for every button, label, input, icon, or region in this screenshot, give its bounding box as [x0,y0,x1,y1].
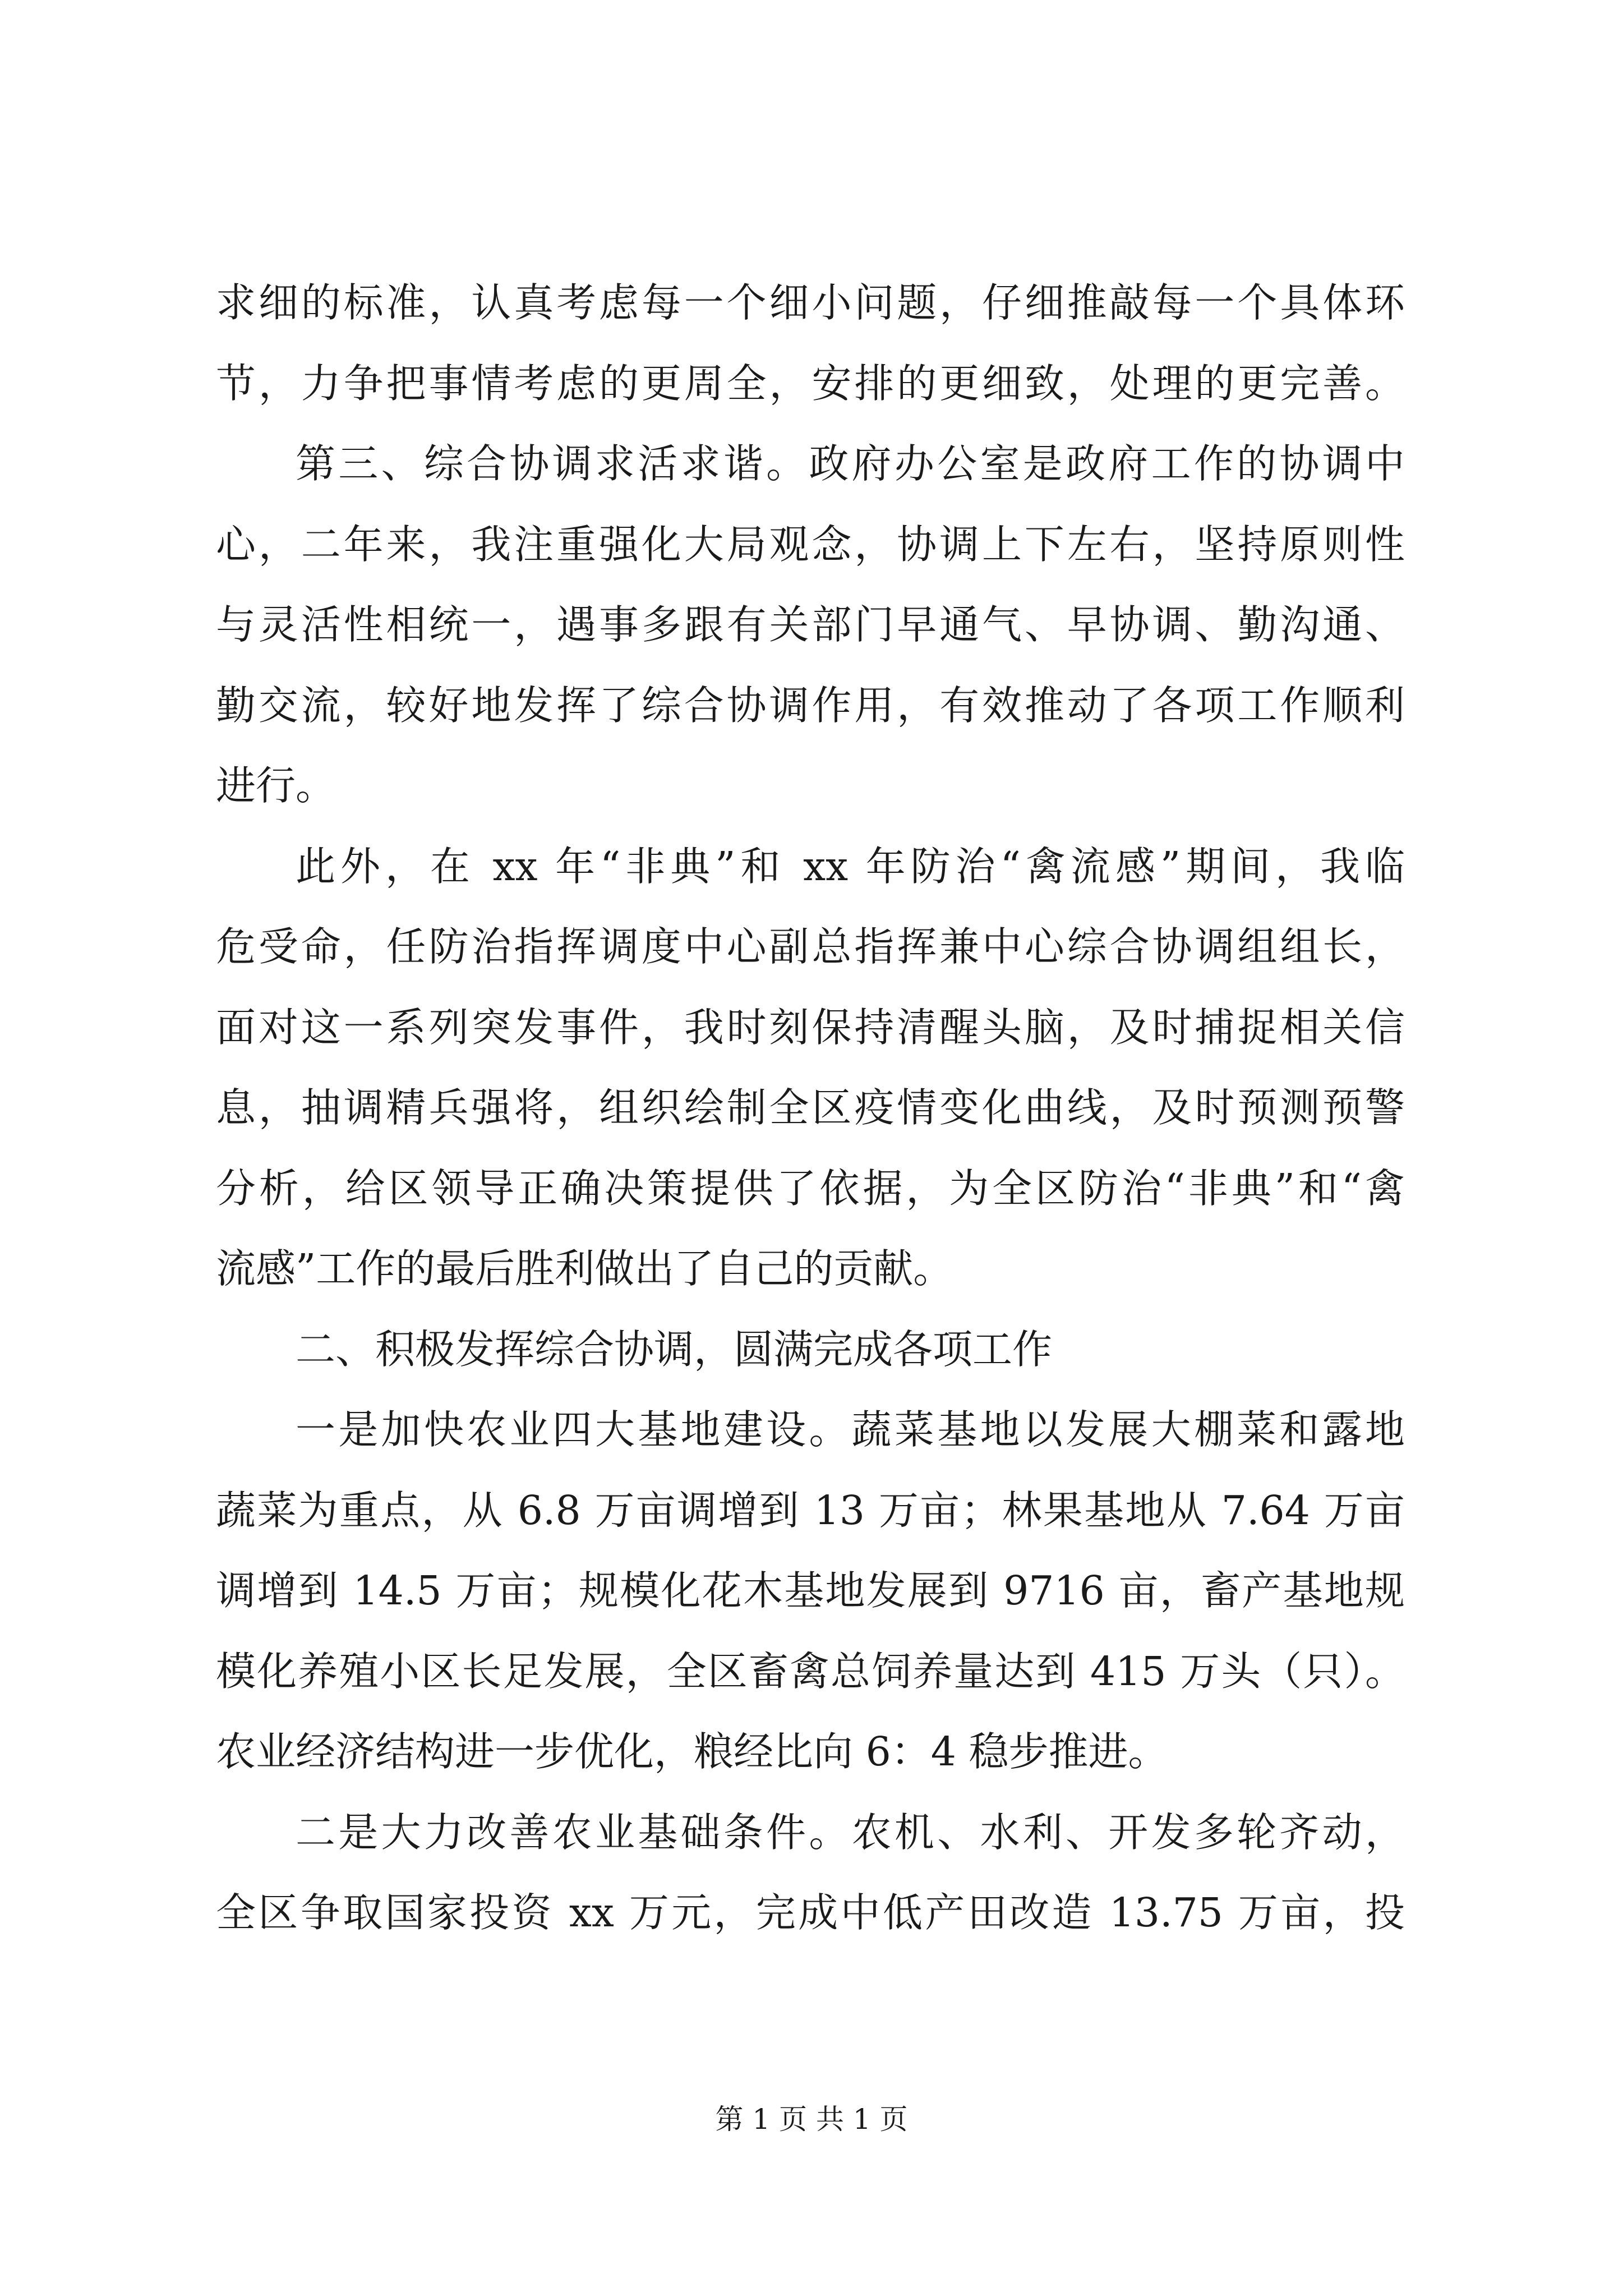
text-line: 面对这一系列突发事件，我时刻保持清醒头脑，及时捕捉相关信 [216,1004,1405,1051]
paragraph-start-line: 二是大力改善农业基础条件。农机、水利、开发多轮齐动， [296,1809,1405,1856]
paragraph-start-line: 一是加快农业四大基地建设。蔬菜基地以发展大棚菜和露地 [296,1406,1405,1453]
document-body [216,263,1405,1953]
text-line: 求细的标准，认真考虑每一个细小问题，仔细推敲每一个具体环 [216,279,1405,326]
paragraph-start-line: 此外，在 xx 年“非典”和 xx 年防治“禽流感”期间，我临 [296,843,1405,890]
text-line: 息，抽调精兵强将，组织绘制全区疫情变化曲线，及时预测预警 [216,1084,1405,1131]
text-line: 模化养殖小区长足发展，全区畜禽总饲养量达到 415 万头（只）。 [216,1648,1405,1695]
paragraph-end-line: 进行。 [216,762,336,809]
text-line: 心，二年来，我注重强化大局观念，协调上下左右，坚持原则性 [216,521,1405,568]
section-heading: 二、积极发挥综合协调，圆满完成各项工作 [296,1326,1053,1373]
text-line: 危受命，任防治指挥调度中心副总指挥兼中心综合协调组组长， [216,923,1405,970]
text-line: 全区争取国家投资 xx 万元，完成中低产田改造 13.75 万亩，投 [216,1889,1405,1936]
text-line: 与灵活性相统一，遇事多跟有关部门早通气、早协调、勤沟通、 [216,601,1405,648]
paragraph-start-line: 第三、综合协调求活求谐。政府办公室是政府工作的协调中 [296,440,1405,487]
text-line: 蔬菜为重点，从 6.8 万亩调增到 13 万亩；林果基地从 7.64 万亩 [216,1487,1405,1534]
text-line: 调增到 14.5 万亩；规模化花木基地发展到 9716 亩，畜产基地规 [216,1567,1405,1614]
text-line: 勤交流，较好地发挥了综合协调作用，有效推动了各项工作顺利 [216,682,1405,729]
paragraph-end-line: 农业经济结构进一步优化，粮经比向 6：4 稳步推进。 [216,1728,1168,1775]
text-line: 分析，给区领导正确决策提供了依据，为全区防治“非典”和“禽 [216,1165,1405,1212]
paragraph-end-line: 流感”工作的最后胜利做出了自己的贡献。 [216,1245,953,1292]
text-line: 节，力争把事情考虑的更周全，安排的更细致，处理的更完善。 [216,360,1405,407]
page-number-footer: 第 1 页 共 1 页 [715,2103,908,2136]
